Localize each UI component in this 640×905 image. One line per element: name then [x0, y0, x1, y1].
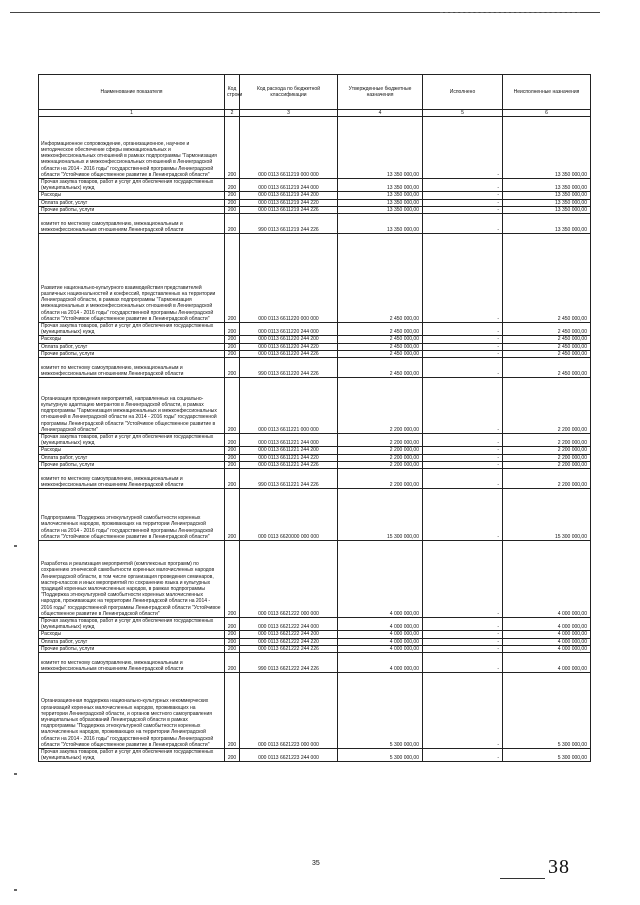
- header-name: Наименование показателя: [39, 75, 225, 110]
- scan-mark: [14, 889, 17, 891]
- row-code: 200: [225, 447, 240, 454]
- row-unexecuted: 13 350 000,00: [503, 192, 591, 199]
- row-code: 200: [225, 749, 240, 762]
- row-unexecuted: 2 200 000,00: [503, 434, 591, 447]
- row-name: Разработка и реализация мероприятий (комплексных программ) по сохранению этнической самобытности коренных малочисленных народов Ленинградской области, в том числе организация проведения семинаров, мастер-классов и иных мероприятий по сохранению языка и культурных традиций коренных малочисленных народов, в рамках подпрограммы "Поддержка этнокультурной самобытности коренных малочисленных народов, проживающих на территории Ленинградской области на 2014 - 2016 годы" государственной программы Ленинградской области "Устойчивое общественное развитие в Ленинградской области": [39, 541, 225, 618]
- row-executed: -: [423, 541, 503, 618]
- row-budget-code: 000 0113 6621222 244 220: [240, 638, 338, 645]
- col-num-2: 2: [225, 110, 240, 117]
- table-row: [39, 454, 591, 461]
- row-name: Прочая закупка товаров, работ и услуг для обеспечения государственных (муниципальных) нужд: [39, 179, 225, 192]
- row-executed: -: [423, 343, 503, 350]
- row-approved: 2 450 000,00: [338, 323, 423, 336]
- table-row: [39, 618, 591, 631]
- table-row: [39, 653, 591, 673]
- row-name: Расходы: [39, 336, 225, 343]
- table-row: [39, 447, 591, 454]
- row-code: 200: [225, 378, 240, 434]
- row-unexecuted: 15 300 000,00: [503, 489, 591, 541]
- table-body: [39, 117, 591, 762]
- row-approved: 2 200 000,00: [338, 469, 423, 489]
- row-code: 200: [225, 631, 240, 638]
- table-row: [39, 489, 591, 541]
- row-code: 200: [225, 358, 240, 378]
- row-budget-code: 000 0113 6621222 244 226: [240, 645, 338, 652]
- row-budget-code: 000 0113 6611220 000 000: [240, 234, 338, 323]
- row-approved: 2 200 000,00: [338, 461, 423, 468]
- row-name: Прочая закупка товаров, работ и услуг для обеспечения государственных (муниципальных) нужд: [39, 323, 225, 336]
- row-unexecuted: 4 000 000,00: [503, 653, 591, 673]
- row-budget-code: 000 0113 6611219 244 000: [240, 179, 338, 192]
- header-unexecuted: Неисполненные назначения: [503, 75, 591, 110]
- row-code: 200: [225, 469, 240, 489]
- row-executed: -: [423, 638, 503, 645]
- top-rule-dashed: [440, 12, 580, 13]
- table-row: [39, 206, 591, 213]
- row-approved: 13 350 000,00: [338, 199, 423, 206]
- table-row: [39, 192, 591, 199]
- column-number-row: [39, 110, 591, 117]
- row-executed: -: [423, 358, 503, 378]
- row-unexecuted: 13 350 000,00: [503, 214, 591, 234]
- table-row: [39, 343, 591, 350]
- row-approved: 2 450 000,00: [338, 358, 423, 378]
- row-executed: -: [423, 199, 503, 206]
- row-name: Расходы: [39, 631, 225, 638]
- row-budget-code: 990 0113 6621222 244 226: [240, 653, 338, 673]
- scan-mark: [14, 773, 17, 775]
- row-code: 200: [225, 214, 240, 234]
- row-code: 200: [225, 179, 240, 192]
- row-budget-code: 000 0113 6611221 000 000: [240, 378, 338, 434]
- stamp-underline: [500, 878, 545, 879]
- row-approved: 4 000 000,00: [338, 618, 423, 631]
- row-executed: -: [423, 323, 503, 336]
- row-name: Прочие работы, услуги: [39, 645, 225, 652]
- row-executed: -: [423, 469, 503, 489]
- row-name: Оплата работ, услуг: [39, 199, 225, 206]
- col-num-5: 5: [423, 110, 503, 117]
- row-name: Организационная поддержка национально-культурных некоммерческих организаций коренных малочисленных народов, проживающих на территории Ленинградской области, и органов местного самоуправления муниципальных образований Ленинградской области в рамках подпрограммы "Поддержка этнокультурной самобытности коренных малочисленных народов, проживающих на территории Ленинградской области на 2014 - 2016 годы" государственной программы Ленинградской области "Устойчивое общественное развитие в Ленинградской области": [39, 673, 225, 749]
- row-executed: -: [423, 618, 503, 631]
- table-row: [39, 214, 591, 234]
- row-budget-code: 000 0113 6611221 244 000: [240, 434, 338, 447]
- row-unexecuted: 2 450 000,00: [503, 323, 591, 336]
- header-budget-code: Код расхода по бюджетной классификации: [240, 75, 338, 110]
- row-budget-code: 000 0113 6611220 244 000: [240, 323, 338, 336]
- row-executed: -: [423, 192, 503, 199]
- row-unexecuted: 2 200 000,00: [503, 378, 591, 434]
- table-row: [39, 234, 591, 323]
- row-budget-code: 000 0113 6611220 244 200: [240, 336, 338, 343]
- row-approved: 15 300 000,00: [338, 489, 423, 541]
- row-code: 200: [225, 206, 240, 213]
- row-executed: -: [423, 234, 503, 323]
- row-budget-code: 000 0113 6621222 244 200: [240, 631, 338, 638]
- row-budget-code: 000 0113 6621222 244 000: [240, 618, 338, 631]
- row-code: 200: [225, 618, 240, 631]
- row-unexecuted: 5 300 000,00: [503, 673, 591, 749]
- row-code: 200: [225, 336, 240, 343]
- row-executed: -: [423, 206, 503, 213]
- row-executed: -: [423, 179, 503, 192]
- row-unexecuted: 4 000 000,00: [503, 638, 591, 645]
- row-budget-code: 000 0113 6611220 244 220: [240, 343, 338, 350]
- row-code: 200: [225, 541, 240, 618]
- row-approved: 2 450 000,00: [338, 343, 423, 350]
- handwritten-page-stamp: 38: [548, 856, 570, 878]
- row-name: комитет по местному самоуправлению, межнациональным и межконфессиональным отношениям Ленинградской области: [39, 469, 225, 489]
- row-unexecuted: 13 350 000,00: [503, 206, 591, 213]
- row-name: Оплата работ, услуг: [39, 343, 225, 350]
- table-row: [39, 179, 591, 192]
- row-code: 200: [225, 638, 240, 645]
- row-unexecuted: 4 000 000,00: [503, 645, 591, 652]
- row-approved: 4 000 000,00: [338, 653, 423, 673]
- row-unexecuted: 2 450 000,00: [503, 234, 591, 323]
- row-approved: 2 450 000,00: [338, 350, 423, 357]
- row-budget-code: 990 0113 6611221 244 226: [240, 469, 338, 489]
- row-executed: -: [423, 434, 503, 447]
- row-unexecuted: 2 450 000,00: [503, 336, 591, 343]
- row-name: Прочая закупка товаров, работ и услуг для обеспечения государственных (муниципальных) нужд: [39, 434, 225, 447]
- row-budget-code: 000 0113 6611219 244 200: [240, 192, 338, 199]
- row-code: 200: [225, 434, 240, 447]
- row-name: комитет по местному самоуправлению, межнациональным и межконфессиональным отношениям Ленинградской области: [39, 653, 225, 673]
- row-approved: 13 350 000,00: [338, 214, 423, 234]
- row-name: Организация проведения мероприятий, направленных на социально-культурную адаптацию мигрантов в Ленинградской области, в рамках подпрограммы "Гармонизация межнациональных и межконфессиональных отношений в Ленинградской области на 2014 - 2016 годы" государственной программы Ленинградской области "Устойчивое общественное развитие в Ленинградской области": [39, 378, 225, 434]
- table-row: [39, 541, 591, 618]
- header-code: Код строки: [225, 75, 240, 110]
- row-approved: 2 200 000,00: [338, 434, 423, 447]
- row-unexecuted: 2 450 000,00: [503, 358, 591, 378]
- col-num-3: 3: [240, 110, 338, 117]
- row-executed: -: [423, 447, 503, 454]
- row-unexecuted: 13 350 000,00: [503, 117, 591, 179]
- row-approved: 2 200 000,00: [338, 378, 423, 434]
- page-number: 35: [312, 860, 320, 867]
- row-name: Прочие работы, услуги: [39, 206, 225, 213]
- table-row: [39, 378, 591, 434]
- row-code: 200: [225, 117, 240, 179]
- table-row: [39, 469, 591, 489]
- row-approved: 5 300 000,00: [338, 749, 423, 762]
- table-row: [39, 199, 591, 206]
- row-approved: 4 000 000,00: [338, 645, 423, 652]
- row-name: Расходы: [39, 447, 225, 454]
- row-unexecuted: 13 350 000,00: [503, 199, 591, 206]
- table-row: [39, 461, 591, 468]
- col-num-1: 1: [39, 110, 225, 117]
- table-row: [39, 631, 591, 638]
- row-code: 200: [225, 489, 240, 541]
- row-budget-code: 000 0113 6611219 244 220: [240, 199, 338, 206]
- col-num-4: 4: [338, 110, 423, 117]
- row-approved: 5 300 000,00: [338, 673, 423, 749]
- row-executed: -: [423, 454, 503, 461]
- row-name: Развитие национально-культурного взаимодействия представителей различных национальностей и конфессий, представленных на территории Ленинградской области, в рамках подпрограммы "Гармонизация межнациональных и межконфессиональных отношений в Ленинградской области на 2014 - 2016 годы" государственной программы Ленинградской области "Устойчивое общественное развитие в Ленинградской области": [39, 234, 225, 323]
- row-budget-code: 000 0113 6611221 244 226: [240, 461, 338, 468]
- table-row: [39, 434, 591, 447]
- row-approved: 2 200 000,00: [338, 454, 423, 461]
- row-name: Прочая закупка товаров, работ и услуг для обеспечения государственных (муниципальных) нужд: [39, 618, 225, 631]
- row-budget-code: 000 0113 6611221 244 200: [240, 447, 338, 454]
- row-approved: 13 350 000,00: [338, 206, 423, 213]
- report-table: [38, 74, 591, 762]
- row-approved: 2 200 000,00: [338, 447, 423, 454]
- row-executed: -: [423, 336, 503, 343]
- row-unexecuted: 5 300 000,00: [503, 749, 591, 762]
- row-executed: -: [423, 214, 503, 234]
- row-code: 200: [225, 350, 240, 357]
- row-code: 200: [225, 343, 240, 350]
- row-name: комитет по местному самоуправлению, межнациональным и межконфессиональным отношениям Ленинградской области: [39, 214, 225, 234]
- row-budget-code: 000 0113 6621223 244 000: [240, 749, 338, 762]
- row-unexecuted: 2 200 000,00: [503, 447, 591, 454]
- row-approved: 13 350 000,00: [338, 179, 423, 192]
- row-executed: -: [423, 749, 503, 762]
- row-executed: -: [423, 489, 503, 541]
- row-unexecuted: 4 000 000,00: [503, 631, 591, 638]
- table-row: [39, 350, 591, 357]
- row-name: Расходы: [39, 192, 225, 199]
- row-approved: 4 000 000,00: [338, 631, 423, 638]
- table-row: [39, 638, 591, 645]
- row-unexecuted: 2 200 000,00: [503, 461, 591, 468]
- row-unexecuted: 2 450 000,00: [503, 350, 591, 357]
- row-executed: -: [423, 673, 503, 749]
- row-executed: -: [423, 350, 503, 357]
- row-approved: 2 450 000,00: [338, 234, 423, 323]
- row-budget-code: 000 0113 6611219 244 226: [240, 206, 338, 213]
- row-code: 200: [225, 234, 240, 323]
- row-budget-code: 000 0113 6621222 000 000: [240, 541, 338, 618]
- row-executed: -: [423, 631, 503, 638]
- row-code: 200: [225, 653, 240, 673]
- row-unexecuted: 2 450 000,00: [503, 343, 591, 350]
- table-row: [39, 749, 591, 762]
- row-budget-code: 000 0113 6621223 000 000: [240, 673, 338, 749]
- row-executed: -: [423, 645, 503, 652]
- row-budget-code: 000 0113 6620000 000 000: [240, 489, 338, 541]
- row-executed: -: [423, 461, 503, 468]
- row-budget-code: 000 0113 6611220 244 226: [240, 350, 338, 357]
- row-unexecuted: 13 350 000,00: [503, 179, 591, 192]
- row-approved: 2 450 000,00: [338, 336, 423, 343]
- row-name: Прочие работы, услуги: [39, 350, 225, 357]
- row-executed: -: [423, 117, 503, 179]
- table-row: [39, 117, 591, 179]
- row-approved: 4 000 000,00: [338, 541, 423, 618]
- row-approved: 13 350 000,00: [338, 192, 423, 199]
- row-name: комитет по местному самоуправлению, межнациональным и межконфессиональным отношениям Ленинградской области: [39, 358, 225, 378]
- row-name: Прочие работы, услуги: [39, 461, 225, 468]
- row-approved: 13 350 000,00: [338, 117, 423, 179]
- row-name: Прочая закупка товаров, работ и услуг для обеспечения государственных (муниципальных) нужд: [39, 749, 225, 762]
- row-code: 200: [225, 461, 240, 468]
- row-code: 200: [225, 645, 240, 652]
- row-name: Оплата работ, услуг: [39, 638, 225, 645]
- row-code: 200: [225, 673, 240, 749]
- scan-mark: [14, 545, 17, 547]
- row-code: 200: [225, 323, 240, 336]
- table-header-row: [39, 75, 591, 110]
- table-row: [39, 358, 591, 378]
- row-unexecuted: 2 200 000,00: [503, 454, 591, 461]
- row-code: 200: [225, 192, 240, 199]
- row-name: Информационное сопровождение, организационное, научное и методическое обеспечение сферы межнациональных и межконфессиональных отношений в рамках подпрограммы "Гармонизация межнациональных и межконфессиональных отношений в Ленинградской области на 2014 - 2016 годы" государственной программы Ленинградской области "Устойчивое общественное развитие в Ленинградской области": [39, 117, 225, 179]
- header-executed: Исполнено: [423, 75, 503, 110]
- table-row: [39, 673, 591, 749]
- row-code: 200: [225, 199, 240, 206]
- row-approved: 4 000 000,00: [338, 638, 423, 645]
- row-budget-code: 990 0113 6611219 244 226: [240, 214, 338, 234]
- row-budget-code: 000 0113 6611219 000 000: [240, 117, 338, 179]
- table-row: [39, 336, 591, 343]
- row-executed: -: [423, 653, 503, 673]
- header-approved: Утвержденные бюджетные назначения: [338, 75, 423, 110]
- col-num-6: 6: [503, 110, 591, 117]
- row-unexecuted: 4 000 000,00: [503, 541, 591, 618]
- row-unexecuted: 2 200 000,00: [503, 469, 591, 489]
- row-name: Подпрограмма "Поддержка этнокультурной самобытности коренных малочисленных народов, проживающих на территории Ленинградской области на 2014 - 2016 годы" государственной программы Ленинградской области "Устойчивое общественное развитие в Ленинградской области": [39, 489, 225, 541]
- row-executed: -: [423, 378, 503, 434]
- row-name: Оплата работ, услуг: [39, 454, 225, 461]
- row-code: 200: [225, 454, 240, 461]
- row-budget-code: 990 0113 6611220 244 226: [240, 358, 338, 378]
- row-budget-code: 000 0113 6611221 244 220: [240, 454, 338, 461]
- table-row: [39, 645, 591, 652]
- row-unexecuted: 4 000 000,00: [503, 618, 591, 631]
- table-row: [39, 323, 591, 336]
